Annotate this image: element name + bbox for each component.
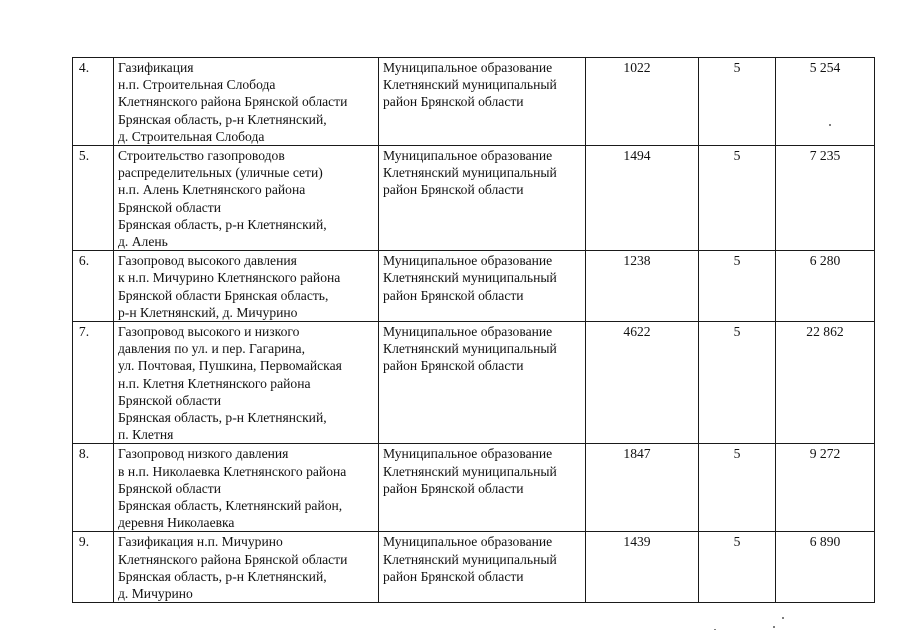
row-number: 4. — [73, 58, 114, 146]
value-cell: 22 862 — [776, 322, 875, 444]
value-cell: 1022 — [586, 58, 699, 146]
value-cell: 5 — [699, 58, 776, 146]
table-row — [73, 532, 875, 603]
value-cell: 1238 — [586, 251, 699, 322]
owner-cell: Муниципальное образование Клетнянский муниципальный район Брянской области — [379, 444, 586, 532]
owner-cell: Муниципальное образование Клетнянский муниципальный район Брянской области — [379, 146, 586, 251]
owner-cell: Муниципальное образование Клетнянский муниципальный район Брянской области — [379, 58, 586, 146]
value-cell: 4622 — [586, 322, 699, 444]
value-cell: 5 — [699, 532, 776, 603]
value-cell: 6 890 — [776, 532, 875, 603]
value-cell: 5 — [699, 444, 776, 532]
value-cell: 1847 — [586, 444, 699, 532]
value-cell: 1439 — [586, 532, 699, 603]
object-cell: Газификация н.п. Мичурино Клетнянского района Брянской области Брянская область, р-н Клетнянский, д. Мичурино — [114, 532, 379, 603]
scan-speck — [782, 617, 784, 619]
value-cell: 9 272 — [776, 444, 875, 532]
value-cell: 7 235 — [776, 146, 875, 251]
table-row — [73, 146, 875, 251]
table-row — [73, 322, 875, 444]
row-number: 6. — [73, 251, 114, 322]
table-body — [73, 58, 875, 603]
data-table — [72, 57, 875, 603]
value-cell: 5 254 — [776, 58, 875, 146]
value-cell: 5 — [699, 322, 776, 444]
scan-speck — [714, 629, 716, 630]
table-row — [73, 444, 875, 532]
object-cell: Газификация н.п. Строительная Слобода Клетнянского района Брянской области Брянская область, р-н Клетнянский, д. Строительная Слобода — [114, 58, 379, 146]
row-number: 7. — [73, 322, 114, 444]
value-cell: 5 — [699, 251, 776, 322]
table-row — [73, 58, 875, 146]
object-cell: Строительство газопроводов распределительных (уличные сети) н.п. Алень Клетнянского района Брянской области Брянская область, р-н Клетнянский, д. Алень — [114, 146, 379, 251]
value-cell: 1494 — [586, 146, 699, 251]
value-cell: 5 — [699, 146, 776, 251]
owner-cell: Муниципальное образование Клетнянский муниципальный район Брянской области — [379, 251, 586, 322]
scan-speck — [829, 124, 831, 126]
row-number: 5. — [73, 146, 114, 251]
row-number: 9. — [73, 532, 114, 603]
owner-cell: Муниципальное образование Клетнянский муниципальный район Брянской области — [379, 532, 586, 603]
table-row — [73, 251, 875, 322]
owner-cell: Муниципальное образование Клетнянский муниципальный район Брянской области — [379, 322, 586, 444]
object-cell: Газопровод низкого давления в н.п. Николаевка Клетнянского района Брянской области Брянская область, Клетнянский район, деревня Николаевка — [114, 444, 379, 532]
row-number: 8. — [73, 444, 114, 532]
value-cell: 6 280 — [776, 251, 875, 322]
object-cell: Газопровод высокого давления к н.п. Мичурино Клетнянского района Брянской области Брянская область, р-н Клетнянский, д. Мичурино — [114, 251, 379, 322]
object-cell: Газопровод высокого и низкого давления по ул. и пер. Гагарина, ул. Почтовая, Пушкина, Первомайская н.п. Клетня Клетнянского района Брянской области Брянская область, р-н Клетнянский, п. Клетня — [114, 322, 379, 444]
scan-speck — [773, 626, 775, 628]
